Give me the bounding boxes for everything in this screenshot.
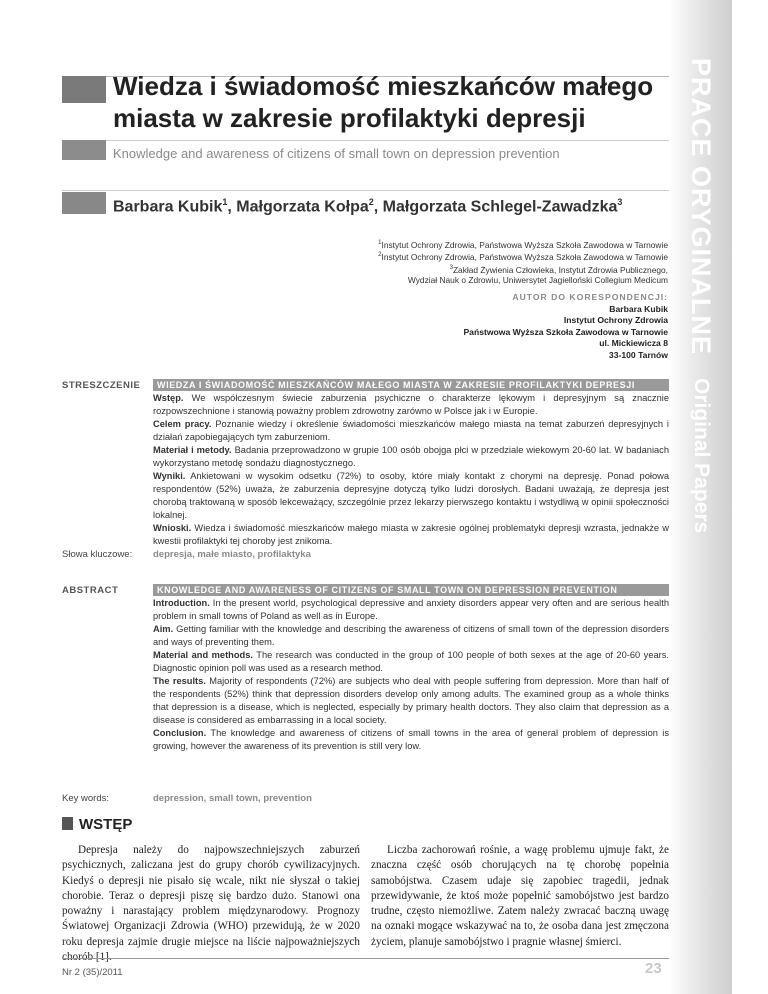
para-body: Majority of respondents (72%) are subjects who deal with people suffering from depression. More than half of the respondents (52%) think that depression disorders develop only among adults. The examined group as a whole thinks that depression is a disease, which is neglected, especially by primary health doctors. They also claim that depression as a disease is considered as embarrassing in a local society. [153,676,670,725]
subtitle-rule [62,140,669,141]
affiliation-line: Wydział Nauk o Zdrowiu, Uniwersytet Jagielloński Collegium Medicum [407,275,668,286]
keywords-label-en: Key words: [62,793,109,804]
body-column-right: Liczba zachorowań rośnie, a wagę problemu ujmuje fakt, że znaczna część osób chorujących na tę chorobę popełnia samobójstwa. Czasem udaje się zapobiec tragedii, jednak przewidywanie, że ktoś może popełnić samobójstwo jest bardzo trudne, często niemożliwe. Zatem należy zwracać baczną uwagę na oznaki mogące wskazywać na to, że osoba dana jest zmęczona życiem, planuje samobójstwo i pragnie własnej śmierci. [371,844,669,948]
aff-sup: 1 [378,240,382,246]
abstract-label: ABSTRACT [62,585,119,596]
corr-name: Barbara Kubik [609,303,668,314]
corr-school: Państwowa Wyższa Szkoła Zawodowa w Tarnowie [463,326,668,337]
keywords-label-pl: Słowa kluczowe: [62,549,133,560]
corr-institute: Instytut Ochrony Zdrowia [563,315,668,326]
streszczenie-heading: WIEDZA I ŚWIADOMOŚĆ MIESZKAŃCÓW MAŁEGO MIASTA W ZAKRESIE PROFILAKTYKI DEPRESJI [153,379,669,391]
para-body: Ankietowani w wysokim odsetku (72%) to osoby, które miały kontakt z chorymi na depresję. Ponad połowa respondentów (52%) uważa, że zaburzenia depresyjne dotyczą tylko ludzi dorosłych. Badani uważają, że depresja jest chorobą traktowaną w sposób lekceważący, szczególnie przez lekarzy pierwszego kontaktu i wstydliwą w opinii społeczności lokalnej. [153,471,669,520]
para-lead: Wstęp. [153,393,184,403]
author-name: Małgorzata Schlegel-Zawadzka [382,198,618,216]
para-lead: The results. [153,676,206,686]
correspondence-label: AUTOR DO KORESPONDENCJI: [512,292,668,302]
section-label-pl: PRACE ORYGINALNE [686,58,716,356]
issue-number: Nr 2 (35)/2011 [62,967,123,978]
author-name: Małgorzata Kołpa [236,198,369,216]
para-body: Getting familiar with the knowledge and describing the awareness of citizens of small town of the depression disorders and ways of preventing them. [153,624,669,647]
para-body: In the present world, psychological depressive and anxiety disorders appear very often and are serious health problem in small towns of Poland as well as in Europe. [153,598,669,621]
para-lead: Aim. [153,624,174,634]
author-sup: 2 [368,197,374,207]
para-lead: Introduction. [153,598,210,608]
section-title: WSTĘP [79,816,133,833]
para-body: Poznanie wiedzy i określenie świadomości mieszkańców małego miasta na temat zaburzeń depresyjnych i działań zapobiegających tym zaburzeniom. [153,419,669,442]
para-lead: Wyniki. [153,471,186,481]
footer-rule [62,958,669,959]
abstract-heading: KNOWLEDGE AND AWARENESS OF CITIZENS OF SMALL TOWN ON DEPRESSION PREVENTION [153,584,669,596]
affiliations [378,238,668,286]
affiliation-line: Zakład Żywienia Człowieka, Instytut Zdrowia Publicznego, [452,264,668,275]
page-subtitle: Knowledge and awareness of citizens of small town on depression prevention [113,146,560,161]
corr-street: ul. Mickiewicza 8 [599,338,668,349]
aff-sup: 3 [449,264,453,271]
corr-city: 33-100 Tarnów [608,349,668,360]
para-body: The research was conducted in the group of 100 people of both sexes at the age of 20-60 years. Diagnostic opinion poll was used as a research method. [153,650,669,673]
affiliation-line: Instytut Ochrony Zdrowia, Państwowa Wyższa Szkoła Zawodowa w Tarnowie [381,239,668,250]
author-name: Barbara Kubik [113,198,223,216]
para-lead: Conclusion. [153,728,207,738]
title-marker [62,76,106,103]
keywords-pl: depresja, małe miasto, profilaktyka [153,549,311,560]
keywords-en: depression, small town, prevention [153,793,312,804]
affiliation-line: Instytut Ochrony Zdrowia, Państwowa Wyższa Szkoła Zawodowa w Tarnowie [381,252,668,263]
page-title: Wiedza i świadomość mieszkańców małego miasta w zakresie profilaktyki depresji [113,71,654,133]
para-lead: Material and methods. [153,650,253,660]
streszczenie-text [153,392,669,548]
para-lead: Celem pracy. [153,419,212,429]
streszczenie-label: STRESZCZENIE [62,380,141,391]
para-body: We współczesnym świecie zaburzenia psychiczne o charakterze lękowym i depresyjnym są znacznie rozpowszechnione i stanowią poważny problem zdrowotny zarówno w Polsce jak i w Europie. [153,393,669,416]
para-body: Badania przeprowadzono w grupie 100 osób obojga płci w przedziale wiekowym 20-60 lat. W badaniach wykorzystano metodę sondażu diagnostycznego. [153,445,669,468]
section-label-en: Original Papers [690,378,713,534]
author-list: Barbara Kubik$^1$, Małgorzata Kołpa$^2$, Małgorzata Schlegel-Zawadzka$^3$ [113,197,623,216]
subtitle-marker [62,140,106,160]
section-sidebar [669,0,732,994]
abstract-text [153,597,669,753]
aff-sup: 2 [378,252,382,259]
para-lead: Wnioski. [153,523,192,533]
author-sup: 1 [222,197,228,207]
correspondence-block [463,292,668,362]
page-number: 23 [645,960,662,977]
authors-marker [62,192,106,214]
para-body: The knowledge and awareness of citizens of small towns in the area of general problem of depression is growing, however the awareness of its prevention is still very low. [153,728,669,751]
authors-rule [62,190,669,191]
para-body: Wiedza i świadomość mieszkańców małego miasta w zakresie ogólnej problematyki depresji wzrasta, jednakże w kwestii profilaktyki tej choroby jest znikoma. [153,523,669,546]
section-heading [62,816,132,833]
body-column-left: Depresja należy do najpowszechniejszych zaburzeń psychicznych, zaliczana jest do grupy chorób cywilizacyjnych. Kiedyś o depresji nie pisało się wcale, nikt nie słyszał o takiej chorobie. Teraz o depresji piszę się bardzo dużo. Stanowi ona poważny i narastający problem międzynarodowy. Prognozy Światowej Organizacji Zdrowia (WHO) przewidują, że w 2020 roku depresja zajmie drugie miejsce na liście najpoważniejszych [62,844,360,948]
para-lead: Materiał i metody. [153,445,232,455]
author-sup: 3 [617,197,623,207]
section-marker [62,817,73,830]
